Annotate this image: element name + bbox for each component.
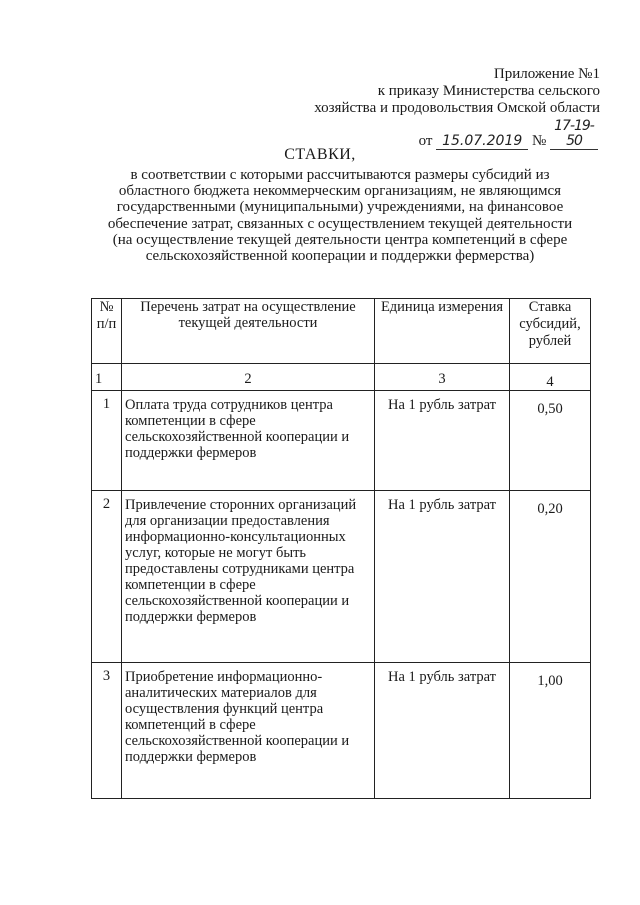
handwritten-number: 17-19-50 [550,119,598,150]
column-number: 3 [375,364,510,391]
column-number: 4 [510,364,591,391]
ministry-name: хозяйства и продовольствия Омской области [314,100,600,116]
table-header-row [92,299,591,364]
row-description [122,663,375,799]
row-description-text: Оплата труда сотрудников центра компетенции в сфере сельскохозяйственной кооперации и поддержки фермеров [125,397,350,461]
row-rate: 0,20 [510,491,591,663]
from-label: от [418,133,433,149]
header-rate: Ставка субсидий, рублей [510,299,591,364]
appendix-label: Приложение №1 [493,66,600,82]
column-numbers-row [92,364,591,391]
header-costs: Перечень затрат на осуществление текущей деятельности [122,299,375,364]
row-description-text: Привлечение сторонних организаций для организации предоставления информационно-консультационных услуг, которые не могут быть предоставлены сотрудниками центра компетенции в сфере сельскохозяйственной кооперации и поддержки фермеров [125,497,357,625]
row-description [122,391,375,491]
row-unit: На 1 рубль затрат [375,663,510,799]
table-row [92,391,591,491]
handwritten-date: 15.07.2019 [436,134,528,150]
appendix-header [270,66,600,150]
row-unit: На 1 рубль затрат [375,491,510,663]
row-description [122,491,375,663]
row-number: 1 [92,391,122,491]
table-row [92,663,591,799]
row-rate: 1,00 [510,663,591,799]
column-number: 1 [92,364,122,391]
row-rate: 0,50 [510,391,591,491]
header-num: № п/п [92,299,122,364]
row-description-text: Приобретение информационно-аналитических материалов для осуществления функций центра компетенций в сфере сельскохозяйственной кооперации и поддержки фермеров [125,669,350,765]
number-label: № [531,133,547,149]
header-unit: Единица измерения [375,299,510,364]
document-subtitle: в соответствии с которыми рассчитываются размеры субсидий из областного бюджета некоммерческим организациям, не являющимся государственными (муниципальными) учреждениями, на финансовое обеспечение затрат, связанных с осуществлением текущей деятельности (на осуществление текущей деятельности центра компетенций в сфере сельскохозяйственной кооперации и поддержки фермерства) [107,167,573,265]
table-row [92,491,591,663]
rates-table [91,298,591,799]
document-title: СТАВКИ, [284,146,356,163]
column-number: 2 [122,364,375,391]
row-number: 3 [92,663,122,799]
order-reference: к приказу Министерства сельского [377,83,600,99]
row-unit: На 1 рубль затрат [375,391,510,491]
row-number: 2 [92,491,122,663]
